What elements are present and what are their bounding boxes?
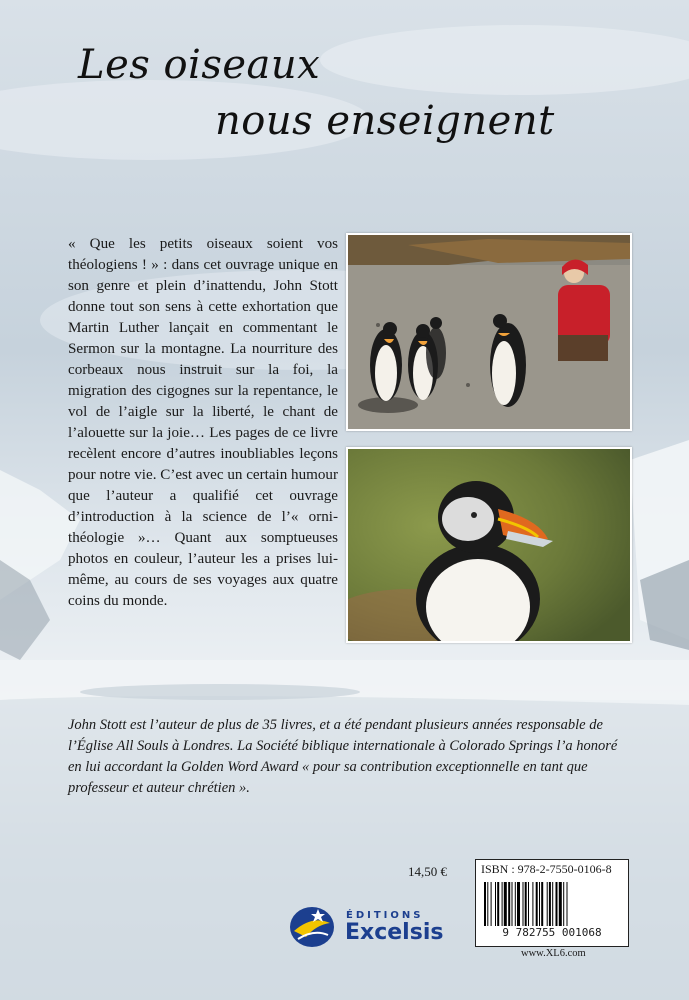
publisher-name: Excelsis bbox=[345, 920, 444, 945]
barcode-digits: 9 782755 001068 bbox=[502, 926, 602, 939]
barcode-bar bbox=[491, 882, 492, 926]
barcode-bar bbox=[504, 882, 507, 926]
barcode bbox=[482, 882, 622, 926]
puffin-image bbox=[348, 449, 630, 641]
book-title-line1: Les oiseaux bbox=[78, 42, 321, 88]
isbn-barcode-box bbox=[475, 859, 629, 947]
intro-paragraph: « Que les petits oiseaux soient vos théologiens ! » : dans cet ouvrage unique en son genre et plein d’inattendu, John Stott donne tout son sens à cette exhortation que Martin Luther lançait en commentant le Sermon sur la montagne. La nourriture des corbeaux nous instruit sur la foi, la migration des cigognes sur la repentance, le vol de l’aigle sur la liberté, le chant de l’alouette sur la joie… Les pages de ce livre recèlent encore d’autres inoubliables leçons pour notre vie. C’est avec un certain humour que l’auteur a qualifié cet ouvrage d’introduction à la science de l’« orni-théologie »… Quant aux somptueuses photos en couleur, l’auteur les a prises lui-même, au cours de ses voyages aux quatre coins du monde. bbox=[68, 236, 338, 609]
author-bio: John Stott est l’auteur de plus de 35 livres, et a été pendant plusieurs années responsable de l’Église All Souls à Londres. La Société biblique internationale à Colorado Springs l’a honoré en lui accordant la Golden Word Award « pour sa contribution exceptionnelle en tant que professeur et auteur chrétien ». bbox=[68, 717, 618, 796]
barcode-bar bbox=[512, 882, 513, 926]
barcode-bar bbox=[556, 882, 558, 926]
barcode-bar bbox=[508, 882, 510, 926]
barcode-bar bbox=[541, 882, 543, 926]
barcode-bar bbox=[549, 882, 551, 926]
barcode-bar bbox=[487, 882, 488, 926]
book-title-line2: nous enseignent bbox=[215, 98, 555, 144]
barcode-bar bbox=[525, 882, 527, 926]
barcode-bar bbox=[523, 882, 524, 926]
barcode-bar bbox=[517, 882, 520, 926]
barcode-bar bbox=[502, 882, 503, 926]
barcode-bar bbox=[567, 882, 568, 926]
penguins-photo bbox=[346, 233, 632, 431]
barcode-bar bbox=[495, 882, 496, 926]
barcode-bar bbox=[536, 882, 538, 926]
barcode-bar bbox=[563, 882, 564, 926]
barcode-bar bbox=[539, 882, 540, 926]
barcode-bar bbox=[532, 882, 533, 926]
price: 14,50 € bbox=[408, 864, 447, 879]
puffin-photo bbox=[346, 447, 632, 643]
barcode-bar bbox=[484, 882, 486, 926]
publisher-editions-label: ÉDITIONS bbox=[346, 910, 424, 921]
barcode-bar bbox=[528, 882, 529, 926]
penguins-image bbox=[348, 235, 630, 429]
barcode-bar bbox=[559, 882, 562, 926]
website-url: www.XL6.com bbox=[521, 948, 586, 959]
barcode-bar bbox=[497, 882, 499, 926]
isbn-label: ISBN : 978-2-7550-0106-8 bbox=[481, 862, 612, 876]
barcode-bar bbox=[552, 882, 553, 926]
barcode-bar bbox=[547, 882, 548, 926]
barcode-bar bbox=[515, 882, 516, 926]
